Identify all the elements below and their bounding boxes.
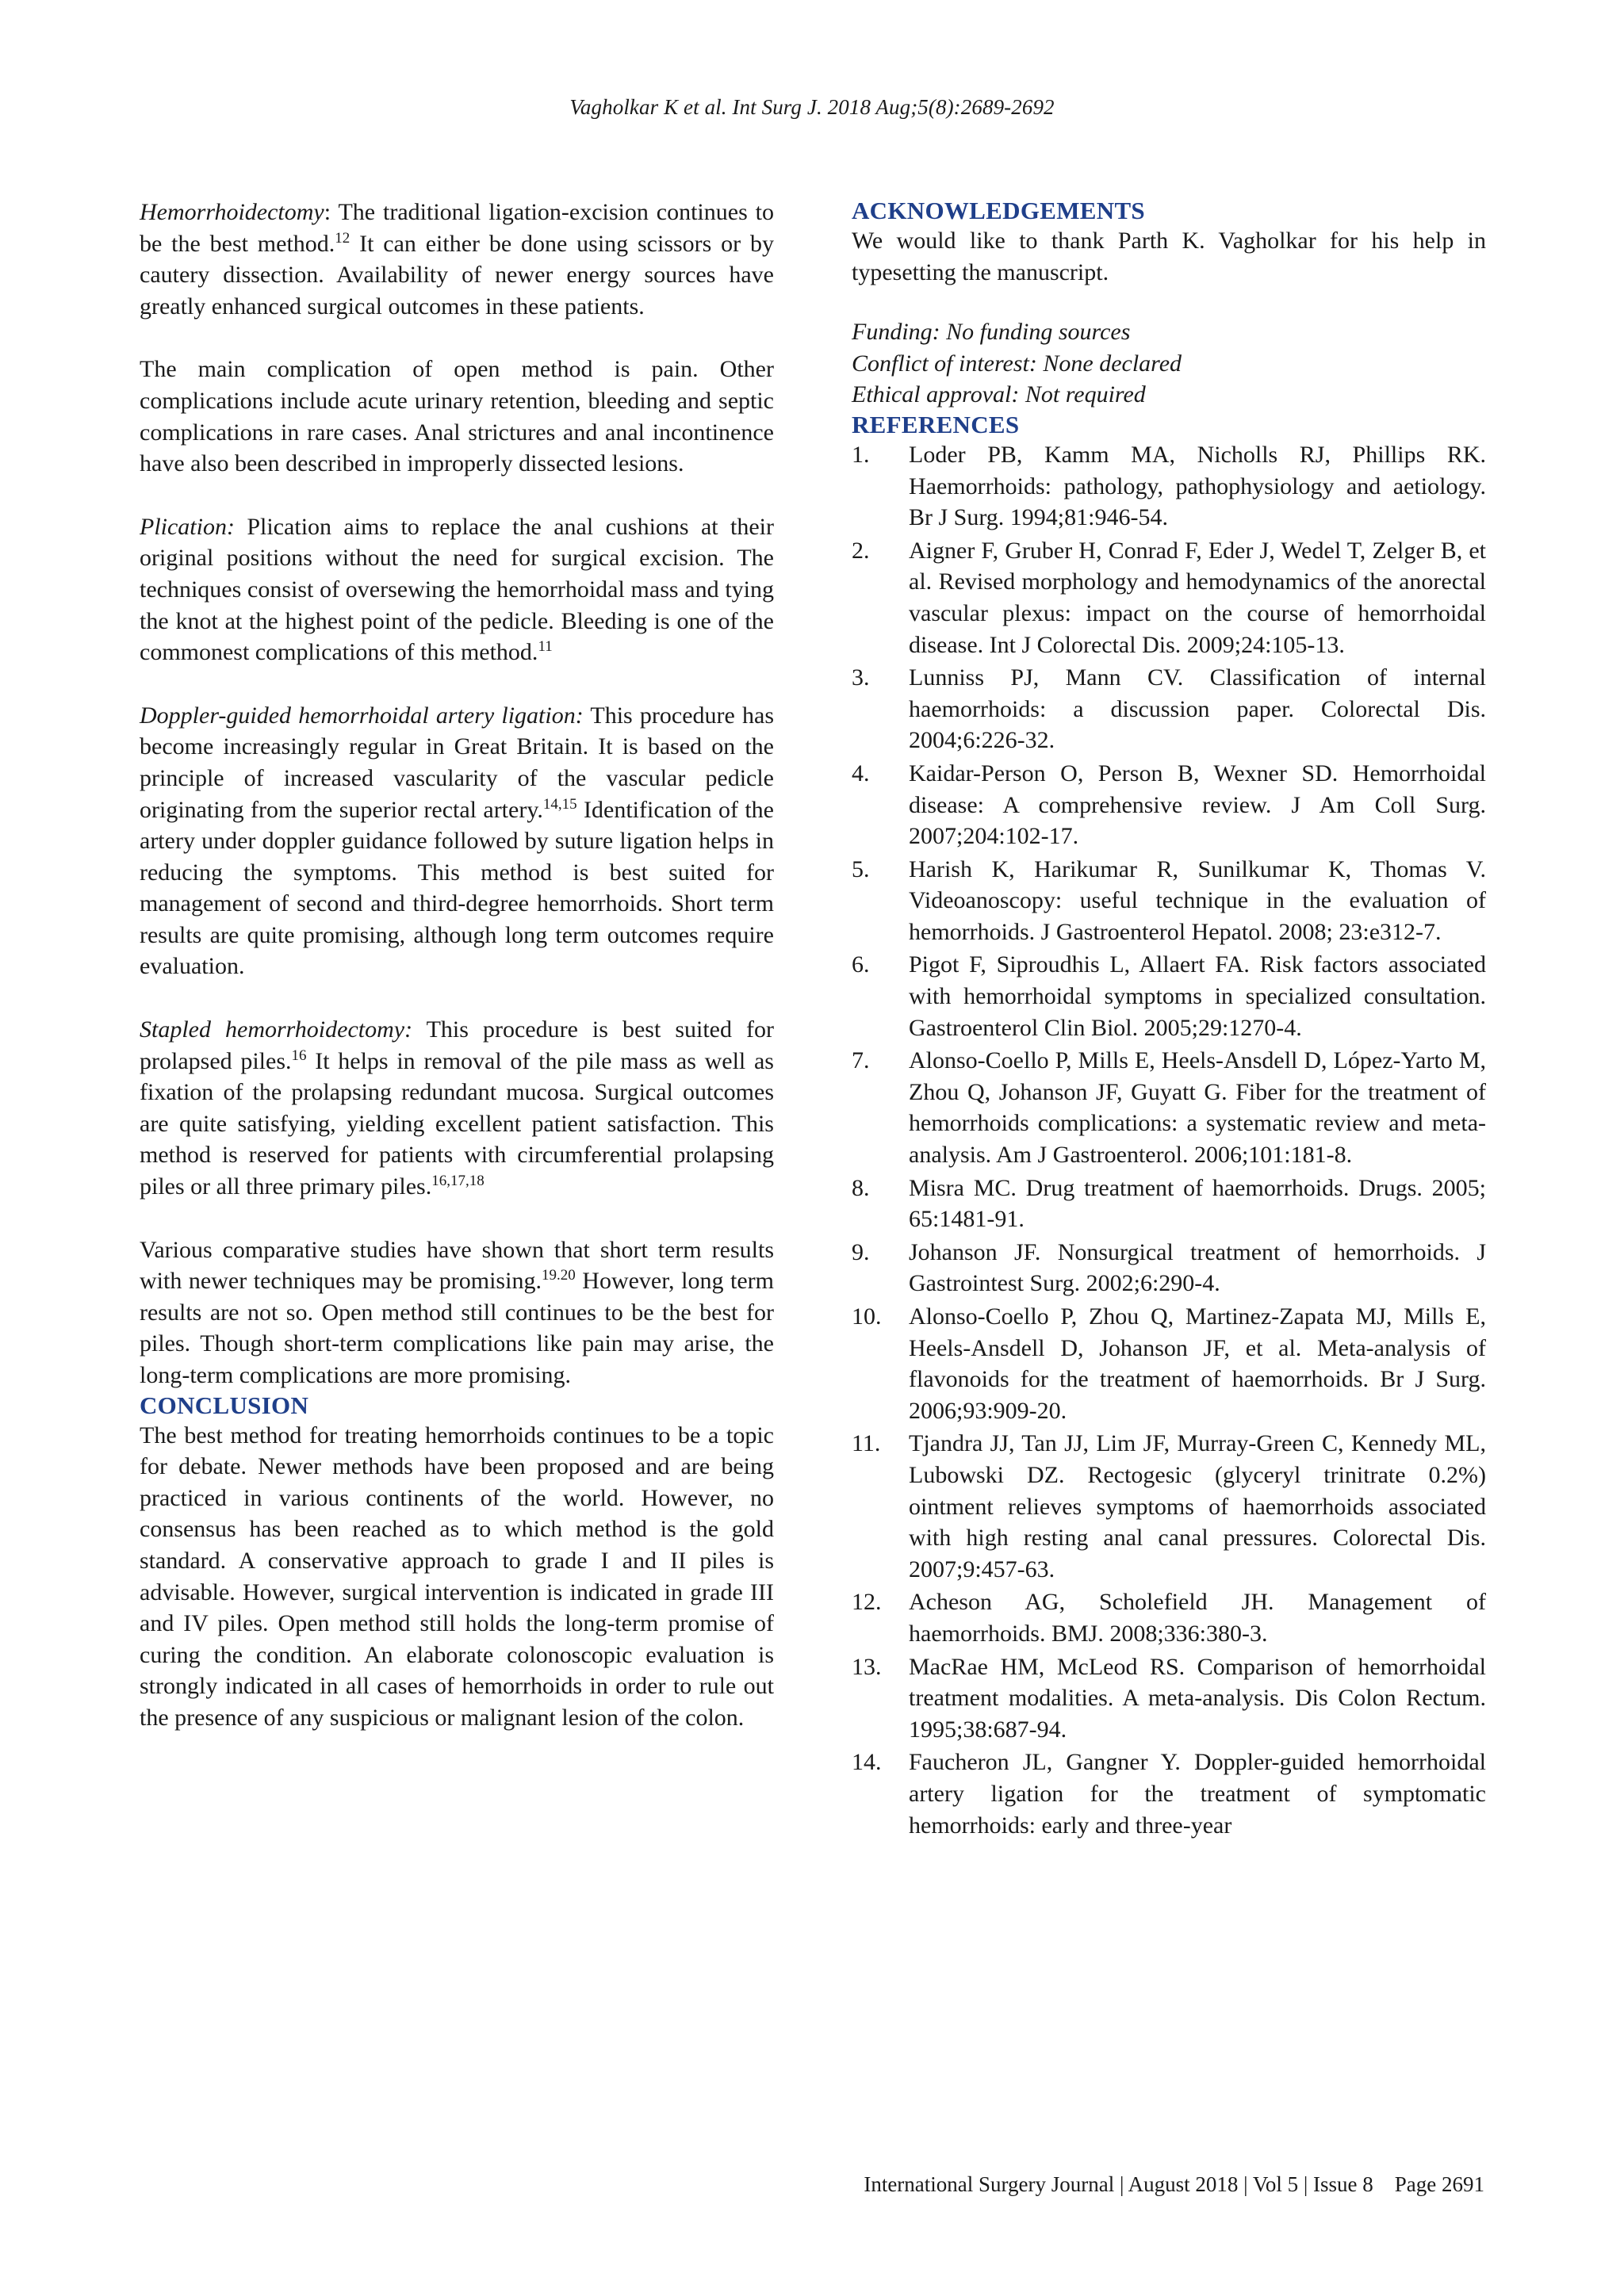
paragraph-text: This procedure is best suited for prolapsed piles. — [140, 1016, 775, 1074]
page-footer: International Surgery Journal | August 2018 | Vol 5 | Issue 8 Page 2691 — [864, 2172, 1484, 2196]
reference-number: 12. — [852, 1589, 882, 1616]
reference-text: Misra MC. Drug treatment of haemorrhoids. Drugs. 2005; 65:1481-91. — [909, 1174, 1486, 1233]
paragraph-stapled — [140, 1014, 774, 1203]
lead-term: Hemorrhoidectomy — [140, 199, 324, 225]
ethics-line: Ethical approval: Not required — [852, 381, 1146, 408]
citation-sup: 12 — [335, 229, 350, 247]
reference-item — [852, 1045, 1486, 1170]
reference-text: Harish K, Harikumar R, Sunilkumar K, Thomas V. Videoanoscopy: useful technique in the evaluation of hemorrhoids. J Gastroenterol Hepatol. 2008; 23:e312-7. — [909, 855, 1486, 945]
reference-text: Tjandra JJ, Tan JJ, Lim JF, Murray-Green C, Kennedy ML, Lubowski DZ. Rectogesic (glyceryl trinitrate 0.2%) ointment relieves symptoms of haemorrhoids associated with high resting anal canal pressures. Colorectal Dis. 2007;9:457-63. — [909, 1430, 1486, 1582]
right-column — [852, 197, 1486, 1843]
citation-sup: 14,15 — [542, 795, 577, 813]
reference-text: Alonso-Coello P, Mills E, Heels-Ansdell D, López-Yarto M, Zhou Q, Johanson JF, Guyatt G. Fiber for the treatment of hemorrhoids complications: a systematic review and meta-analysis. Am J Gastroenterol. 2006;101:181-8. — [909, 1047, 1486, 1169]
reference-number: 8. — [852, 1174, 870, 1201]
conclusion-text: The best method for treating hemorrhoids continues to be a topic for debate. Newer methods have been proposed and are being practiced in various continents of the world. However, no consensus has been reached as to which method is the gold standard. A conservative approach to grade I and II piles is advisable. However, surgical intervention is indicated in grade III and IV piles. Open method still holds the long-term promise of curing the condition. An elaborate colonoscopic evaluation is strongly indicated in all cases of hemorrhoids in order to rule out the presence of any suspicious or malignant lesion of the colon. — [140, 1422, 774, 1731]
left-column — [140, 197, 774, 1734]
paragraph-doppler — [140, 700, 774, 982]
conclusion-heading: CONCLUSION — [140, 1391, 309, 1419]
reference-number: 7. — [852, 1047, 870, 1074]
reference-number: 13. — [852, 1653, 882, 1680]
declarations — [852, 316, 1486, 411]
reference-item — [852, 662, 1486, 756]
reference-number: 9. — [852, 1238, 870, 1265]
reference-item — [852, 439, 1486, 534]
reference-number: 6. — [852, 951, 870, 978]
reference-text: Alonso-Coello P, Zhou Q, Martinez-Zapata MJ, Mills E, Heels-Ansdell D, Johanson JF, et al. Meta-analysis of flavonoids for the treatment of haemorrhoids. Br J Surg. 2006;93:909-20. — [909, 1303, 1486, 1424]
paragraph-text: However, long term results are not so. Open method still continues to be the best for piles. Though short-term complications like pain may arise, the long-term complications are more promising. — [140, 1268, 774, 1388]
reference-text: Kaidar-Person O, Person B, Wexner SD. Hemorrhoidal disease: A comprehensive review. J Am Coll Surg. 2007;204:102-17. — [909, 760, 1486, 850]
reference-number: 11. — [852, 1430, 881, 1457]
acknowledgements-text: We would like to thank Parth K. Vagholkar for his help in typesetting the manuscript. — [852, 228, 1486, 285]
paragraph-hemorrhoidectomy — [140, 197, 774, 322]
citation-sup: 11 — [538, 638, 553, 656]
reference-item — [852, 1428, 1486, 1585]
reference-item — [852, 758, 1486, 852]
paragraph-text: Identification of the artery under doppler guidance followed by suture ligation helps in reducing the symptoms. This method is best suited for management of second and third-degree hemorrhoids. Short term results are quite promising, although long term outcomes require evaluation. — [140, 796, 774, 980]
acknowledgements-heading: ACKNOWLEDGEMENTS — [852, 197, 1145, 224]
paragraph-text: Various comparative studies have shown that short term results with newer techniques may be promising. — [140, 1236, 774, 1295]
reference-number: 14. — [852, 1749, 882, 1776]
reference-item — [852, 1301, 1486, 1426]
reference-item — [852, 1651, 1486, 1746]
references-heading: REFERENCES — [852, 410, 1020, 438]
citation-sup: 16 — [291, 1047, 307, 1064]
lead-term: Plication: — [140, 513, 235, 540]
lead-term: Stapled hemorrhoidectomy: — [140, 1016, 413, 1043]
reference-text: Johanson JF. Nonsurgical treatment of hemorrhoids. J Gastrointest Surg. 2002;6:290-4. — [909, 1238, 1486, 1297]
reference-item — [852, 535, 1486, 660]
reference-text: Loder PB, Kamm MA, Nicholls RJ, Phillips RK. Haemorrhoids: pathology, pathophysiology and aetiology. Br J Surg. 1994;81:946-54. — [909, 441, 1486, 531]
reference-item — [852, 1237, 1486, 1299]
conflict-line: Conflict of interest: None declared — [852, 350, 1182, 377]
reference-list — [852, 439, 1486, 1841]
reference-number: 1. — [852, 441, 870, 468]
paragraph-text: The traditional ligation-excision continues to be the best method. — [140, 199, 774, 257]
lead-term: Doppler-guided hemorrhoidal artery ligation: — [140, 702, 584, 729]
citation-sup: 19.20 — [541, 1267, 576, 1284]
reference-item — [852, 1173, 1486, 1235]
reference-number: 3. — [852, 664, 870, 691]
reference-text: Faucheron JL, Gangner Y. Doppler-guided hemorrhoidal artery ligation for the treatment of symptomatic hemorrhoids: early and three-year — [909, 1749, 1486, 1839]
reference-text: Lunniss PJ, Mann CV. Classification of internal haemorrhoids: a discussion paper. Colorectal Dis. 2004;6:226-32. — [909, 664, 1486, 754]
reference-item — [852, 1747, 1486, 1841]
paragraph-text: This procedure has become increasingly regular in Great Britain. It is based on the principle of increased vascularity of the vascular pedicle originating from the superior rectal artery. — [140, 702, 774, 823]
reference-number: 10. — [852, 1303, 882, 1330]
funding-line: Funding: No funding sources — [852, 319, 1131, 346]
reference-item — [852, 854, 1486, 948]
paragraph-plication — [140, 511, 774, 668]
reference-number: 2. — [852, 537, 870, 564]
reference-item — [852, 949, 1486, 1043]
reference-number: 5. — [852, 855, 870, 882]
reference-item — [852, 1586, 1486, 1649]
reference-text: Pigot F, Siproudhis L, Allaert FA. Risk factors associated with hemorrhoidal symptoms in specialized consultation. Gastroenterol Clin Biol. 2005;29:1270-4. — [909, 951, 1486, 1041]
paragraph-text: It can either be done using scissors or by cautery dissection. Availability of newer energy sources have greatly enhanced surgical outcomes in these patients. — [140, 230, 774, 320]
separator: : — [324, 199, 339, 225]
reference-text: MacRae HM, McLeod RS. Comparison of hemorrhoidal treatment modalities. A meta-analysis. Dis Colon Rectum. 1995;38:687-94. — [909, 1653, 1486, 1743]
reference-number: 4. — [852, 760, 870, 786]
paragraph-text: Plication aims to replace the anal cushions at their original positions without the need for surgical excision. The techniques consist of oversewing the hemorrhoidal mass and tying the knot at the highest point of the pedicle. Bleeding is one of the commonest complications of this method. — [140, 513, 774, 666]
reference-text: Acheson AG, Scholefield JH. Management of haemorrhoids. BMJ. 2008;336:380-3. — [909, 1589, 1486, 1647]
citation-sup: 16,17,18 — [431, 1173, 485, 1190]
paragraph-text: It helps in removal of the pile mass as well as fixation of the prolapsing redundant mucosa. Surgical outcomes are quite satisfying, yielding excellent patient satisfaction. This method is reserved for patients with circumferential prolapsing piles or all three primary piles. — [140, 1047, 774, 1200]
paragraph-complications: The main complication of open method is pain. Other complications include acute urinary retention, bleeding and septic complications in rare cases. Anal strictures and anal incontinence have also been described in improperly dissected lesions. — [140, 356, 774, 477]
reference-text: Aigner F, Gruber H, Conrad F, Eder J, Wedel T, Zelger B, et al. Revised morphology and hemodynamics of the anorectal vascular plexus: impact on the course of hemorrhoidal disease. Int J Colorectal Dis. 2009;24:105-13. — [909, 537, 1486, 658]
running-head: Vagholkar K et al. Int Surg J. 2018 Aug;5(8):2689-2692 — [569, 95, 1055, 119]
paragraph-comparative — [140, 1234, 774, 1391]
